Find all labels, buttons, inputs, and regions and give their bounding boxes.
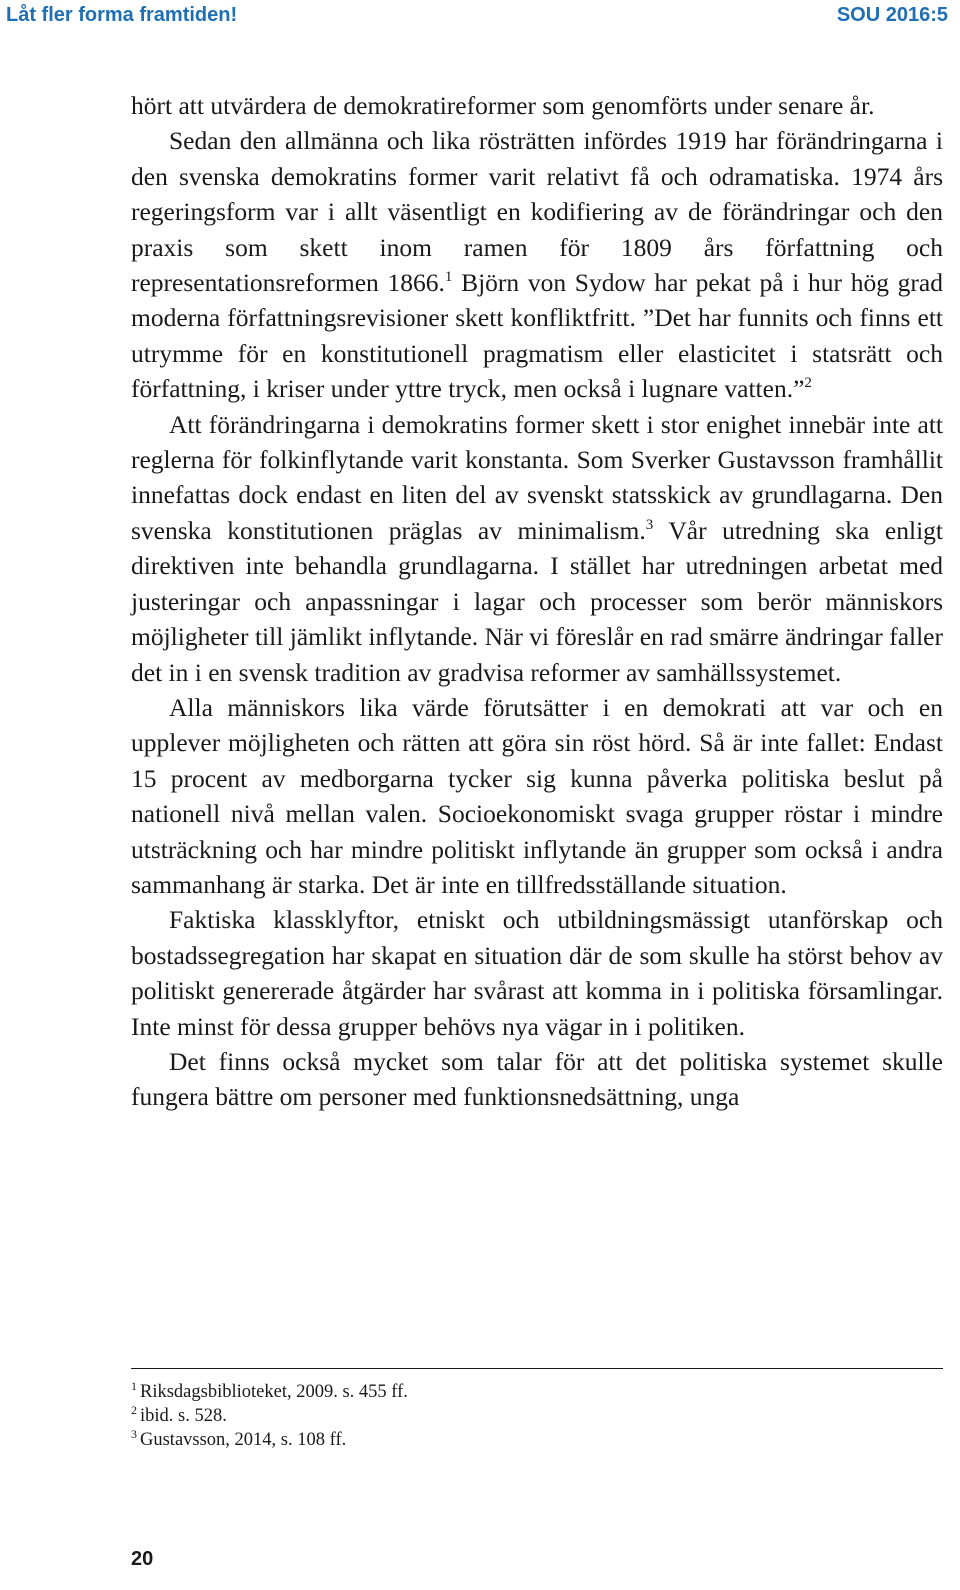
paragraph-text: Alla människors lika värde förutsätter i en demokrati att var och en upplever möjligheten och rätten att göra sin röst hörd. Så är inte fallet: Endast 15 procent av medborgarna tycker sig kunna påverka politiska beslut på nationell nivå mellan valen. Socioekonomiskt svaga grupper röstar i mindre utsträckning och har mindre politiskt inflytande än grupper som också i andra sammanhang är starka. Det är inte en tillfredsställande situation. xyxy=(131,692,943,899)
footnote xyxy=(131,1380,943,1404)
document-title: Låt fler forma framtiden! xyxy=(6,4,238,26)
page-number: 20 xyxy=(131,1548,154,1570)
paragraph-text: Det finns också mycket som talar för att det politiska systemet skulle fungera bättre om personer med funktionsnedsättning, unga xyxy=(131,1046,943,1112)
report-number: SOU 2016:5 xyxy=(836,4,948,26)
paragraph-text: Faktiska klassklyftor, etniskt och utbildningsmässigt utanförskap och bostadssegregation har skapat en situation där de som skulle ha störst behov av politiskt genererade åtgärder har svårast att komma in i politiska församlingar. Inte minst för dessa grupper behövs nya vägar in i politiken. xyxy=(131,905,943,1041)
footnote-reference: 2 xyxy=(804,375,812,392)
footnote-number: 3 xyxy=(131,1427,137,1441)
footnote-reference: 1 xyxy=(444,269,453,286)
paragraph-text: hört att utvärdera de demokratireformer som genomförts under senare år. xyxy=(131,91,875,120)
body-text xyxy=(131,88,943,1115)
footnote-divider xyxy=(131,1368,943,1369)
footnote-number: 1 xyxy=(131,1379,137,1393)
body-paragraph xyxy=(131,902,943,1044)
page-header xyxy=(6,4,948,30)
paragraph-text: Sedan den allmänna och lika rösträtten infördes 1919 har förändringarna i den svenska demokratins former varit relativt få och odramatiska. 1974 års regeringsform var i allt väsentligt en kodifiering av de förändringar och den praxis som skett inom ramen för 1809 års författning och representationsreformen 1866. xyxy=(131,126,943,298)
body-paragraph xyxy=(131,690,943,902)
footnote xyxy=(131,1404,943,1428)
body-paragraph xyxy=(131,88,943,123)
footnote-reference: 3 xyxy=(645,516,654,533)
footnote-number: 2 xyxy=(131,1403,137,1417)
footnotes xyxy=(131,1380,943,1452)
body-paragraph xyxy=(131,1044,943,1115)
body-paragraph xyxy=(131,407,943,690)
body-paragraph xyxy=(131,123,943,406)
paragraph-text: Björn von Sydow har pekat på i hur hög grad moderna författningsrevisioner skett konfliktfritt. ”Det har funnits och finns ett utrymme för en konstitutionell pragmatism eller elasticitet i statsrätt och författning, i kriser under yttre tryck, men också i lugnare vatten.” xyxy=(131,268,943,404)
paragraph-text: Att förändringarna i demokratins former skett i stor enighet innebär inte att reglerna för folkinflytande varit konstanta. Som Sverker Gustavsson framhållit innefattas dock endast en liten del av svenskt statsskick av grundlagarna. Den svenska konstitutionen präglas av minimalism. xyxy=(131,409,943,545)
footnote-text: Gustavsson, 2014, s. 108 ff. xyxy=(140,1430,347,1450)
paragraph-text: Vår utredning ska enligt direktiven inte behandla grundlagarna. I stället har utredningen arbetat med justeringar och anpassningar i lagar och processer som berör människors möjligheter till jämlikt inflytande. När vi föreslår en rad smärre ändringar faller det in i en svensk tradition av gradvisa reformer av samhällssystemet. xyxy=(131,515,943,687)
footnote-text: ibid. s. 528. xyxy=(140,1406,227,1426)
footnote-text: Riksdagsbiblioteket, 2009. s. 455 ff. xyxy=(140,1382,408,1402)
footnote xyxy=(131,1428,943,1452)
